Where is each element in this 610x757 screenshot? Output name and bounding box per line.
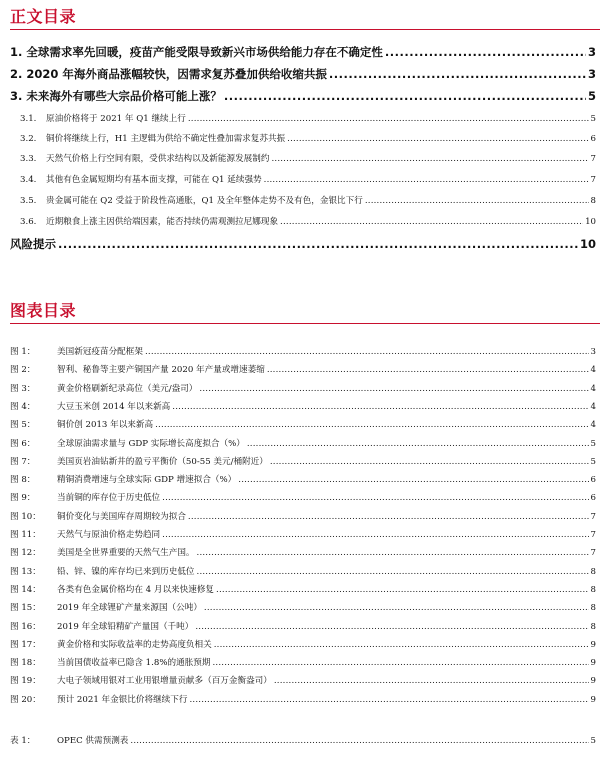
leader-dots — [204, 603, 589, 613]
figure-label: 图 9： — [10, 493, 36, 504]
toc-subsection-text: 原油价格将于 2021 年 Q1 继续上行 — [46, 114, 186, 124]
leader-dots — [287, 134, 588, 144]
figure-page-number: 8 — [590, 584, 596, 595]
figure-title — [10, 528, 160, 540]
leader-dots — [188, 512, 589, 522]
figure-title — [10, 418, 153, 430]
toc-subsection-3-2[interactable] — [20, 132, 596, 144]
figure-title — [10, 473, 236, 485]
toc-subsection-3-5[interactable] — [20, 194, 596, 206]
figure-item-10[interactable] — [10, 510, 596, 522]
figure-title — [10, 656, 210, 668]
toc-subsection-title — [20, 112, 186, 124]
figure-page-number: 6 — [590, 475, 596, 486]
figure-title — [10, 693, 187, 705]
figure-label: 图 19： — [10, 676, 41, 687]
toc-subsection-number: 3.5. — [20, 196, 37, 206]
toc-subsection-3-6[interactable] — [20, 215, 596, 227]
figure-title — [10, 620, 193, 632]
figure-label: 图 12： — [10, 548, 41, 559]
leader-dots — [280, 217, 583, 227]
figure-page-number: 4 — [590, 365, 596, 376]
figure-page-number: 8 — [590, 603, 596, 614]
figure-label: 图 7： — [10, 456, 36, 467]
figure-text: 黄金价格刷新纪录高位（美元/盎司） — [57, 383, 198, 394]
toc-subsection-text: 其他有色金属短期均有基本面支撑，可能在 Q1 延续强势 — [46, 175, 262, 185]
figure-item-9[interactable] — [10, 491, 596, 503]
leader-dots — [238, 475, 588, 485]
leader-dots — [247, 439, 589, 449]
figure-text: 2019 年全球铅精矿产量国（千吨） — [57, 621, 194, 632]
figure-title — [10, 345, 143, 357]
figure-text: 美国是全世界重要的天然气生产国。 — [57, 548, 195, 559]
figure-title — [10, 382, 197, 394]
toc-heading-rule — [10, 29, 600, 30]
figure-label: 图 4： — [10, 401, 36, 412]
leader-dots — [212, 658, 588, 668]
figure-text: OPEC 供需预测表 — [57, 736, 129, 746]
figure-label: 图 1： — [10, 347, 36, 357]
figure-item-4[interactable] — [10, 400, 596, 412]
toc-risk[interactable] — [10, 236, 596, 252]
figure-text: 天然气与原油价格走势趋同 — [57, 530, 161, 540]
figure-item-7[interactable] — [10, 455, 596, 467]
figure-page-number: 8 — [590, 566, 596, 577]
figure-page-number: 8 — [590, 621, 596, 632]
toc-section-title: 1. 全球需求率先回暖，疫苗产能受限导致新兴市场供给能力存在不确定性 — [10, 45, 383, 59]
toc-subsection-3-3[interactable] — [20, 152, 596, 164]
figure-page-number: 9 — [590, 639, 596, 650]
figure-label: 图 11： — [10, 530, 41, 540]
figure-title — [10, 601, 202, 613]
toc-subsection-title — [20, 173, 262, 185]
figure-item-15[interactable] — [10, 601, 596, 613]
leader-dots — [195, 622, 588, 632]
figure-title — [10, 583, 214, 595]
toc-subsection-text: 贵金属可能在 Q2 受益于阶段性高通胀，Q1 及全年整体走势不及有色，金银比下行 — [46, 196, 363, 206]
figure-page-number: 6 — [590, 493, 596, 504]
figure-item-19[interactable] — [10, 674, 596, 686]
toc-page-number: 7 — [590, 154, 596, 164]
toc-subsection-number: 3.2. — [20, 134, 37, 144]
toc-page-number: 8 — [590, 196, 596, 206]
leader-dots — [214, 640, 589, 650]
figure-text: 当前铜的库存位于历史低位 — [57, 493, 161, 504]
figure-label: 图 17： — [10, 639, 41, 650]
leader-dots — [385, 45, 586, 59]
figure-item-17[interactable] — [10, 638, 596, 650]
toc-page-number: 10 — [585, 217, 596, 227]
figure-title — [10, 638, 212, 650]
figure-label: 图 6： — [10, 438, 36, 449]
figure-text: 美国新冠疫苗分配框架 — [57, 347, 143, 357]
leader-dots — [329, 67, 586, 81]
figure-label: 图 20： — [10, 694, 41, 705]
leader-dots — [197, 548, 589, 558]
toc-heading: 正文目录 — [10, 7, 77, 26]
figures-heading-rule — [10, 323, 600, 324]
figure-title — [10, 734, 128, 746]
leader-dots — [172, 402, 588, 412]
figure-text: 铜价创 2013 年以来新高 — [57, 420, 154, 431]
table-item-1[interactable] — [10, 734, 596, 746]
toc-section-2[interactable] — [10, 66, 596, 82]
figure-text: 当前国债收益率已隐含 1.8%的通胀预期 — [57, 658, 211, 669]
figure-label: 图 2： — [10, 365, 36, 376]
figure-page-number: 9 — [590, 676, 596, 687]
figure-label: 图 13： — [10, 566, 41, 577]
leader-dots — [274, 676, 589, 686]
figure-text: 2019 年全球锂矿产量来源国（公吨） — [57, 603, 202, 614]
figure-title — [10, 565, 195, 577]
figure-label: 图 10： — [10, 511, 41, 522]
toc-page-number: 10 — [579, 237, 596, 251]
toc-subsection-number: 3.4. — [20, 175, 37, 185]
figure-item-13[interactable] — [10, 565, 596, 577]
figure-title — [10, 491, 160, 503]
toc-page-number: 7 — [590, 175, 596, 185]
figure-text: 各类有色金属价格均在 4 月以来快速修复 — [57, 584, 215, 595]
leader-dots — [145, 347, 589, 357]
toc-page-number: 5 — [587, 89, 596, 103]
figure-page-number: 4 — [590, 401, 596, 412]
leader-dots — [216, 585, 589, 595]
figure-label: 图 14： — [10, 584, 41, 595]
figure-label: 表 1： — [10, 736, 36, 746]
toc-subsection-title — [20, 194, 363, 206]
figure-page-number: 7 — [590, 548, 596, 559]
figure-title — [10, 546, 195, 558]
figure-item-3[interactable] — [10, 382, 596, 394]
figure-label: 图 15： — [10, 603, 41, 614]
toc-section-title: 3. 未来海外有哪些大宗品价格可能上涨？ — [10, 89, 222, 103]
figure-title — [10, 510, 186, 522]
leader-dots — [267, 365, 589, 375]
figure-item-5[interactable] — [10, 418, 596, 430]
figure-item-18[interactable] — [10, 656, 596, 668]
figure-text: 智利、秘鲁等主要产铜国产量 2020 年产量或增速萎缩 — [57, 365, 265, 376]
figure-label: 图 5： — [10, 420, 36, 431]
leader-dots — [188, 114, 589, 124]
figure-title — [10, 674, 272, 686]
leader-dots — [365, 196, 589, 206]
figure-text: 美国页岩油钻新井的盈亏平衡价（50-55 美元/桶附近） — [57, 456, 268, 467]
figure-page-number: 3 — [590, 347, 596, 357]
figure-text: 大电子领域用银对工业用银增量贡献多（百万金衡盎司） — [57, 676, 272, 687]
figure-title — [10, 437, 245, 449]
toc-subsection-number: 3.6. — [20, 217, 37, 227]
figure-item-1[interactable] — [10, 345, 596, 357]
leader-dots — [130, 736, 588, 746]
toc-subsection-number: 3.1. — [20, 114, 37, 124]
toc-subsection-title — [20, 132, 285, 144]
figure-page-number: 5 — [590, 456, 596, 467]
toc-risk-title: 风险提示 — [10, 237, 56, 251]
figure-page-number: 5 — [590, 736, 596, 746]
figure-item-11[interactable] — [10, 528, 596, 540]
leader-dots — [58, 237, 578, 251]
figure-item-8[interactable] — [10, 473, 596, 485]
figure-text: 全球原油需求量与 GDP 实际增长高度拟合（%） — [57, 438, 245, 449]
toc-section-title: 2. 2020 年海外商品涨幅较快，因需求复苏叠加供给收缩共振 — [10, 67, 327, 81]
figure-page-number: 7 — [590, 530, 596, 540]
figure-page-number: 4 — [590, 383, 596, 394]
figure-label: 图 18： — [10, 658, 41, 669]
figure-title — [10, 400, 170, 412]
leader-dots — [189, 695, 588, 705]
figure-item-16[interactable] — [10, 620, 596, 632]
leader-dots — [264, 175, 589, 185]
figure-page-number: 7 — [590, 511, 596, 522]
figure-item-2[interactable] — [10, 363, 596, 375]
toc-subsection-3-1[interactable] — [20, 112, 596, 124]
figure-item-20[interactable] — [10, 693, 596, 705]
toc-subsection-title — [20, 215, 278, 227]
figure-item-14[interactable] — [10, 583, 596, 595]
toc-subsection-text: 铜价将继续上行，H1 主逻辑为供给不确定性叠加需求复苏共振 — [46, 134, 286, 144]
toc-section-1[interactable] — [10, 44, 596, 60]
toc-section-3[interactable] — [10, 88, 596, 104]
leader-dots — [271, 154, 588, 164]
figure-text: 铜价变化与美国库存周期较为拟合 — [57, 511, 186, 522]
figure-text: 铅、锌、镍的库存均已来到历史低位 — [57, 566, 195, 577]
leader-dots — [224, 89, 586, 103]
leader-dots — [162, 493, 588, 503]
figure-text: 预计 2021 年金银比价将继续下行 — [57, 694, 188, 705]
figure-label: 图 3： — [10, 383, 36, 394]
toc-subsection-text: 近期粮食上涨主因供给端因素，能否持续仍需观测拉尼娜现象 — [46, 217, 279, 227]
toc-subsection-3-4[interactable] — [20, 173, 596, 185]
figure-page-number: 9 — [590, 658, 596, 669]
leader-dots — [199, 384, 588, 394]
figure-item-12[interactable] — [10, 546, 596, 558]
figures-heading: 图表目录 — [10, 301, 77, 320]
toc-page-number: 6 — [590, 134, 596, 144]
figure-label: 图 8： — [10, 475, 36, 486]
leader-dots — [155, 420, 588, 430]
figure-text: 黄金价格和实际收益率的走势高度负相关 — [57, 639, 212, 650]
figure-title — [10, 363, 265, 375]
figure-page-number: 9 — [590, 694, 596, 705]
leader-dots — [197, 567, 589, 577]
figure-page-number: 5 — [590, 438, 596, 449]
figure-page-number: 4 — [590, 420, 596, 431]
toc-page-number: 3 — [587, 67, 596, 81]
figure-text: 精铜消费增速与全球实际 GDP 增速拟合（%） — [57, 475, 237, 486]
leader-dots — [270, 457, 589, 467]
figure-title — [10, 455, 268, 467]
figure-text: 大豆玉米创 2014 年以来新高 — [57, 401, 171, 412]
toc-subsection-title — [20, 152, 269, 164]
toc-page-number: 5 — [590, 114, 596, 124]
toc-subsection-number: 3.3. — [20, 154, 37, 164]
figure-item-6[interactable] — [10, 437, 596, 449]
leader-dots — [162, 530, 588, 540]
toc-subsection-text: 天然气价格上行空间有限，受供求结构以及新能源发展制约 — [46, 154, 270, 164]
toc-page-number: 3 — [587, 45, 596, 59]
figure-label: 图 16： — [10, 621, 41, 632]
